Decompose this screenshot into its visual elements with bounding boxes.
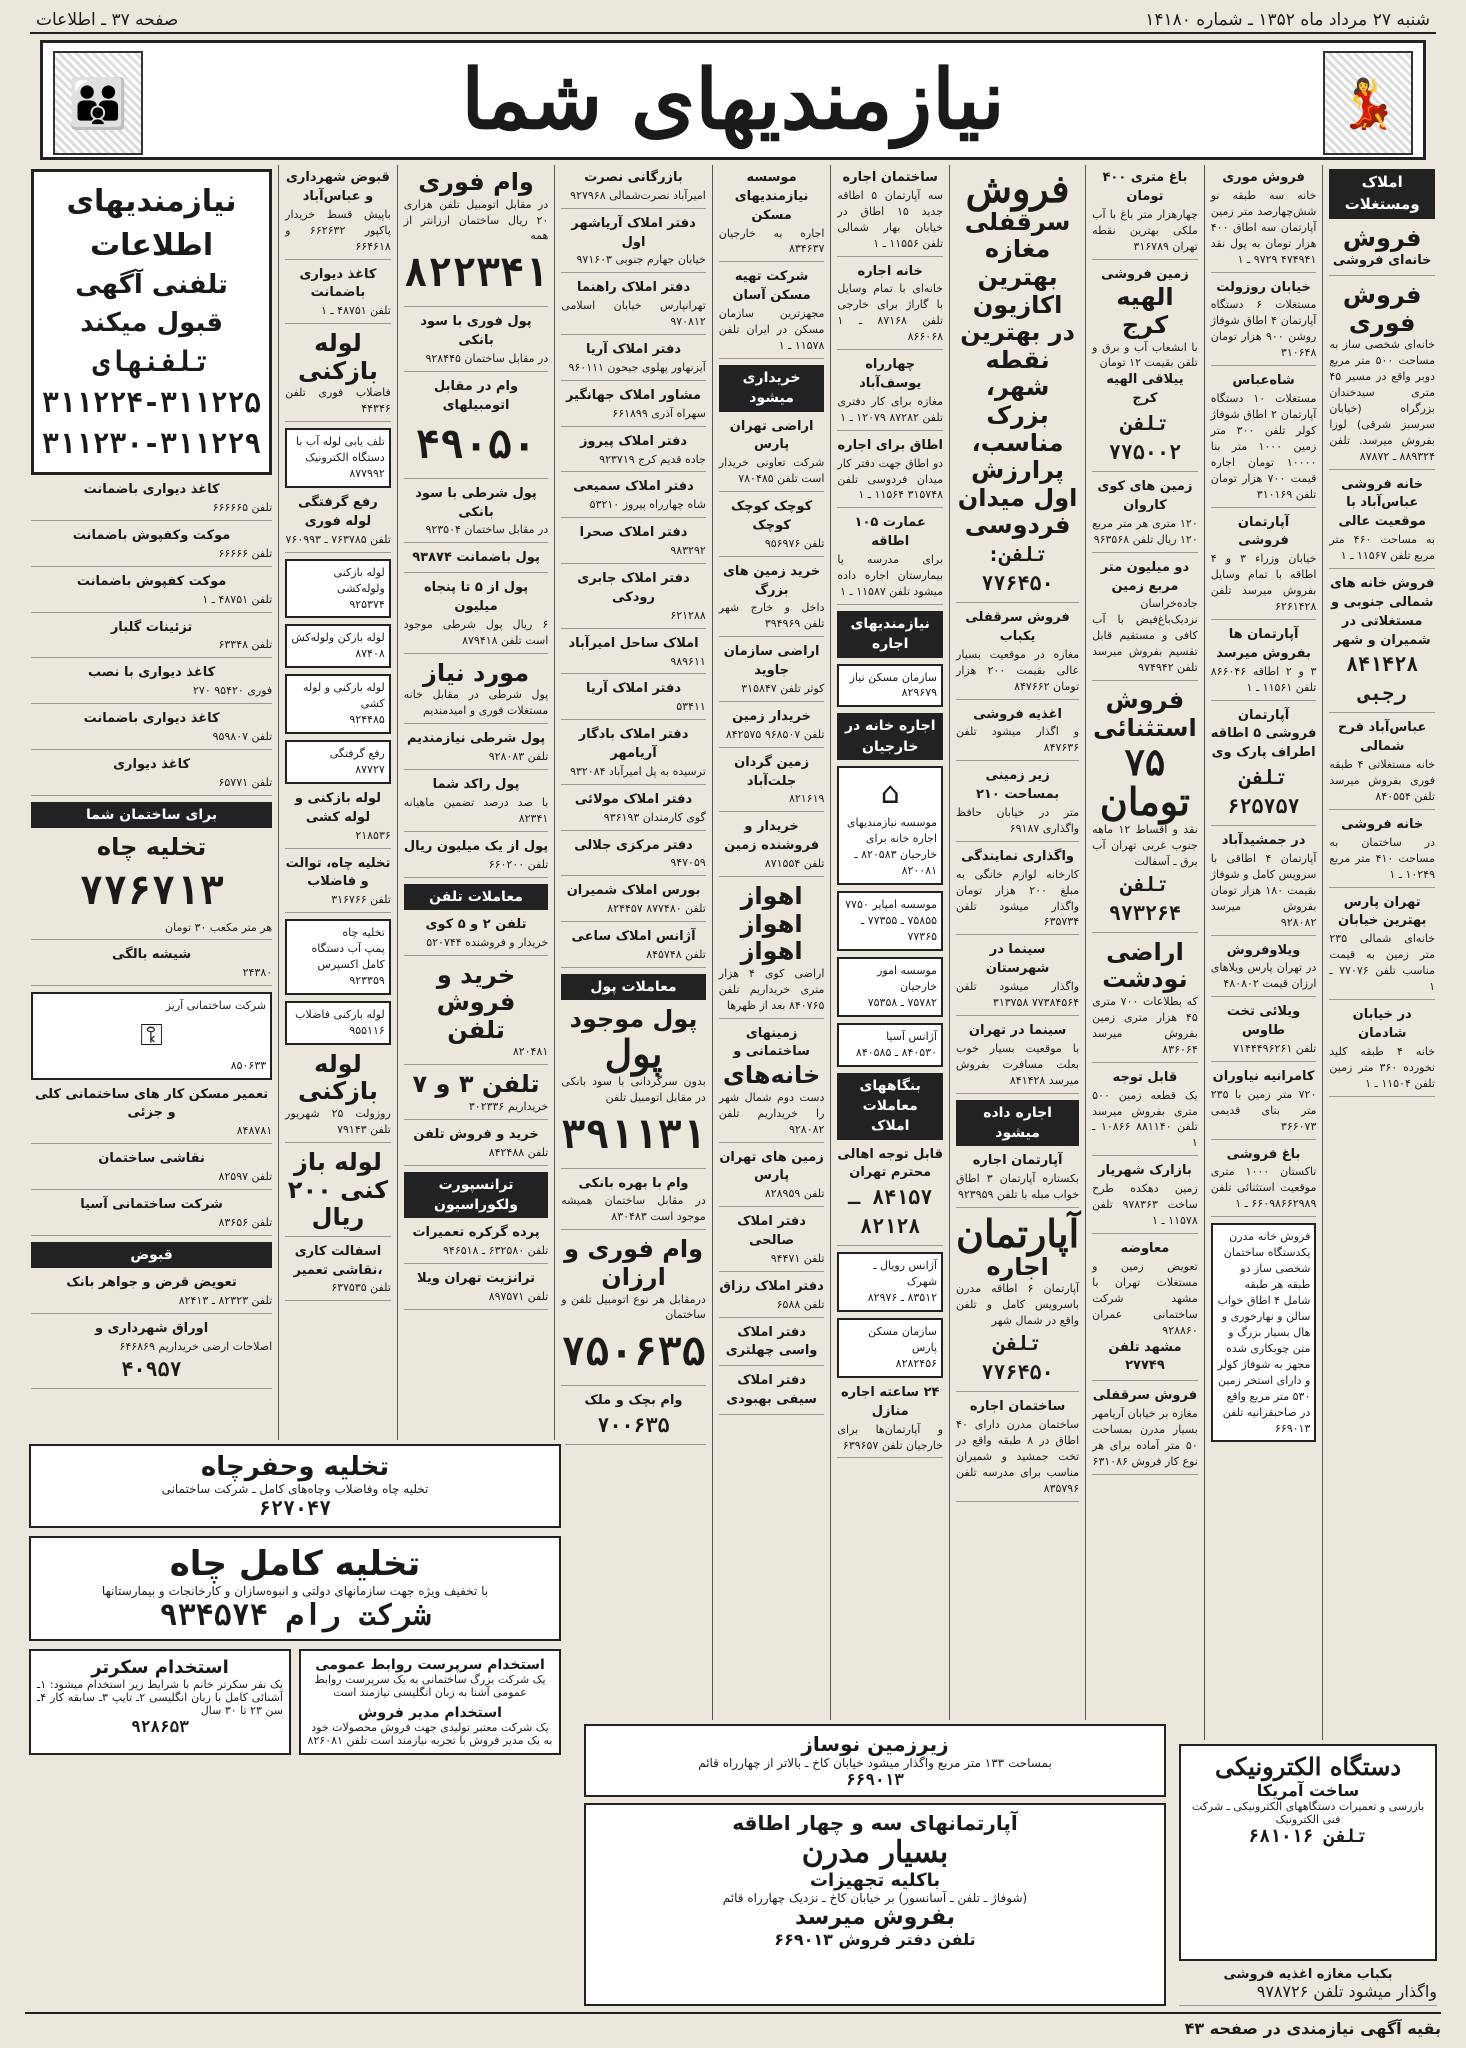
- ad: فروش استثنائی ۷۵ تومان نقد و اقساط ۱۲ ماهه جنوب غربی تهران آب برق ـ آسفالت تلفن ۹۷۳۲۶۴: [1092, 687, 1198, 933]
- ad: کاغذ دیواری باضمانت تلفن ۶۶۶۶۶۵: [31, 481, 272, 521]
- ad: در جمشیدآباد آپارتمان ۴ اطاقی با سرویس کامل و شوفاژ بقیمت ۱۸۰ هزار تومان بفروش میرسد ۹۲۸۰۸۲: [1211, 832, 1317, 936]
- ad-secretary: استخدام سکرتر یک نفر سکرتر خانم با شرایط زیر استخدام میشود: ۱ـ آشنائی کامل با زبان انگلیسی ۲ـ تایپ ۳ـ سابقه کار ۴ـ سن ۲۳ تا ۳۰ سال ۹۲۸۶۵۳: [29, 1649, 291, 1755]
- ad: آژانس املاک ساعی تلفن ۸۴۵۷۴۸: [561, 928, 706, 968]
- woman-illustration-icon: 💃: [1323, 51, 1413, 155]
- bottom-row: [29, 1649, 561, 1755]
- column-1: [1322, 165, 1441, 2008]
- ad: دو میلیون متر مربع زمین جاده‌خراسان نزدیک‌باغ‌فیض با آب کافی و مستقیم قابل تقسیم بفروش میرسد تلفن ۹۷۴۹۴۲: [1092, 559, 1198, 681]
- section-money: معاملات پول: [561, 974, 706, 1000]
- ad: آپارتمان اجاره آپارتمان ۶ اطاقه مدرن باسرویس کامل و تلفن واقع در شمال شهر تلفن ۷۷۶۴۵۰: [956, 1214, 1079, 1392]
- ad: زیر زمینی بمساحت ۲۱۰ متر در خیابان حافظ واگذاری ۶۹۱۸۷: [956, 767, 1079, 842]
- ad: پول راکد شما با صد درصد تضمین ماهیانه ۸۲۳۴۱: [404, 776, 549, 832]
- ad: اسفالت کاری ،نقاشی تعمیر تلفن ۶۳۷۵۳۵: [285, 1243, 391, 1302]
- ad: پول باضمانت ۹۳۸۷۴: [404, 549, 549, 573]
- ad: فروش موری خانه سه طبقه نو شش‌چهارصد متر زمین آپارتمان سه اطاق ۴۰۰ هزار تومان به پول نقد ۴۷۴۹۴۱ ۹۷۲۹ ـ ۱: [1211, 169, 1317, 273]
- ad: وام بچک و ملک ۷۰۰۶۳۵: [561, 1392, 706, 1445]
- ad: وام فوری و ارزان درمقابل هر نوع اتومبیل تلفن و ساختمان ۷۵۰۶۳۵: [561, 1236, 706, 1386]
- ad: بکباب مغازه اغذیه فروشی واگذار میشود تلفن ۹۷۸۷۲۶: [1179, 1967, 1437, 2006]
- ad: ویلائی تخت طاوس تلفن ۷۱۴۴۴۹۶۲۶۱: [1211, 1003, 1317, 1062]
- ad: تخلیه چاه، توالت و فاضلاب تلفن ۳۱۶۷۶۶: [285, 855, 391, 914]
- ad: زمین گردان جلت‌آباد ۸۲۱۶۱۹: [719, 754, 825, 813]
- ad-boxed: شرکت ساختمانی آریز ⚿ ۸۵۰۶۳۳: [31, 992, 272, 1079]
- ad: لوله بازکنی فاضلاب فوری تلفن ۴۴۳۴۶: [285, 330, 391, 422]
- ad: وام فوری در مقابل اتومبیل تلفن هزاری ۲۰ ریال ساختمان ارزانتر از همه ۸۲۲۳۴۱: [404, 169, 549, 307]
- ad-well-emptying: تخلیه کامل چاه با تخفیف ویژه جهت سازمانهای دولتی و انبوه‌سازان و کارخانجات و بیمارستانها شرکت رام ۹۳۴۵۷۴: [29, 1536, 561, 1641]
- ad: املاک ساحل امیرآباد ۹۸۹۶۱۱: [561, 635, 706, 675]
- ad: کاغذ دیواری باضمانت تلفن ۹۵۹۸۰۷: [31, 710, 272, 750]
- family-illustration-icon: 👪: [53, 51, 143, 155]
- ad: دفتر املاک رزاق تلفن ۶۵۸۸: [719, 1278, 825, 1318]
- ad: نقاشی ساختمان تلفن ۸۲۵۹۷: [31, 1150, 272, 1190]
- ad: اطاق برای اجاره دو اطاق جهت دفتر کار میدان فردوسی تلفن ۳۱۵۷۴۸ ۱۱۵۶۴ ـ ۱: [837, 437, 943, 509]
- ad: اغذیه فروشی و اگذار میشود تلفن ۸۴۷۶۳۶: [956, 706, 1079, 762]
- ad: دفتر املاک آریا ۵۳۴۱۱: [561, 680, 706, 720]
- ad: پول فوری با سود بانکی در مقابل ساختمان ۹۲۸۴۴۵: [404, 313, 549, 372]
- ad: دفتر املاک مولائی گوی‌ کارمندان ۹۳۶۱۹۳: [561, 791, 706, 831]
- ad: موکت کفپوش باضمانت تلفن ۴۸۷۵۱ ـ ۱: [31, 573, 272, 613]
- ad: باغ فروشی تاکستان ۱۰۰۰ متری موقعیت استثنائی تلفن ۶۶۰۹۸۶۶۲۹۸۹ ـ ۱: [1211, 1146, 1317, 1218]
- ad: فروش سرقفلی مغازه بهترین اکازیون در بهترین نقطه شهر، بزرک مناسب، پرارزش اول میدان فردوسی تلفن: ۷۷۶۴۵۰: [956, 169, 1079, 603]
- ad: باغ متری ۴۰۰ تومان چهارهزار متر باغ با آب ملکی بهترین نقطه تهران ۳۱۶۷۸۹: [1092, 169, 1198, 260]
- phone-ad-callbox: [31, 169, 272, 475]
- ad: ساختمان اجاره ساختمان مدرن دارای ۴۰ اطاق در ۸ طبقه واقع در تخت جمشید و شمیران مناسب برای مدرسه تلفن ۸۳۵۷۹۶: [956, 1398, 1079, 1502]
- ad-boxed: فروش خانه مدرن یکدستگاه ساختمان شخصی ساز دو طبقه هر طبقه شامل ۴ اطاق خواب سالن و نهارخوری و هال بسیار بزرگ و متن چوبکاری شده مجهز به شوفاژ کولر و دارای استخر زمین ۵۳۰ متر مربع واقع در صاحبقرانیه تلفن ۶۶۹۰۱۳: [1211, 1223, 1317, 1442]
- ad: تخلیه چاه ۷۷۶۷۱۳ هر متر مکعب ۳۰ تومان: [31, 834, 272, 941]
- ad-modern-apartments: آپارتمانهای سه و چهار اطاقه بسیار مدرن باکلیه تجهیزات (شوفاژ ـ تلفن ـ آسانسور) بر خیابان کاخ ـ نزدیک چهارراه قائم بفروش میرسد تلفن دفتر فروش ۶۶۹۰۱۳: [584, 1803, 1166, 2006]
- banner-title: نیازمندیهای شما: [461, 52, 1005, 148]
- ad: آپارتمان ها بفروش میرسد ۳ و ۲ اطاقه ۸۶۶۰۴۶ تلفن ۱۱۵۶۱ ـ ۱: [1211, 626, 1317, 701]
- ad: شاه‌عباس مستغلات ۱۰ دستگاه آپارتمان ۲ اطاق شوفاژ کولر تلفن ۳۰۰ متر زمین ۱۰۰۰ متر بنا ۱۰۰۰۰ تومان اجاره قیمت ۷۰۰ هزار تومان تلفن ۳۱۰۱۶۹: [1211, 372, 1317, 507]
- callbox-phones-2: ۳۱۱۲۳۰-۳۱۱۲۲۹: [41, 426, 262, 460]
- section-phone-trade: معاملات تلفن: [404, 884, 549, 910]
- ad: پول موجود پول بدون سرگردانی با سود بانکی در مقابل اتومبیل تلفن ۳۹۱۱۳۱: [561, 1006, 706, 1168]
- ad: زمین های تهران پارس تلفن ۸۲۸۹۵۹: [719, 1149, 825, 1208]
- ad: تعویض قرض و جواهر بانک تلفن ۸۲۳۲۳ ـ ۸۲۴۱۳: [31, 1274, 272, 1314]
- ad: زمین فروشی الهیه کرج با انشعاب آب و برق و تلفن بقیمت ۱۲ تومان ییلاقی الهیه کرج تلفن ۷۷۵۰۰۲: [1092, 266, 1198, 473]
- ad: خانه فروشی در ساختمان به مساحت ۴۱۰ متر مربع ۱۰۲۴۹ ـ ۱: [1329, 816, 1435, 888]
- ad: سینما در شهرستان واگذار میشود تلفن ۷۷۳۸۴۵۶۴ ۳۱۳۷۵۸: [956, 941, 1079, 1016]
- ad: فروش سرقفلی مغازه بر خیابان آریامهر بسیار مدرن بمساحت ۵۰ متر آماده برای هر نوع کار فروش ۶۳۱۰۸۶: [1092, 1387, 1198, 1475]
- ad: دفتر املاک آریا آیزنهاور پهلوی جیحون ۹۶۰۱۱۱: [561, 341, 706, 381]
- ad: پول شرطی نیازمندیم تلفن ۹۲۸۰۸۳: [404, 730, 549, 770]
- ad: اراضی تهران پارس شرکت تعاونی خریدار است تلفن ۷۸۰۴۸۵: [719, 418, 825, 493]
- continuation-note: بقیه آگهی نیازمندی در صفحه ۴۳: [1184, 2018, 1441, 2038]
- ad: بورس املاک شمیران تلفن ۸۷۷۴۸۰ ۸۲۴۴۵۷: [561, 882, 706, 922]
- ad-boxed: تخلیه چاه پمپ آب دستگاه کامل اکسپرس ۹۲۳۳۵۹: [285, 919, 391, 995]
- ad: فروش فوری خانه‌ای شخصی ساز به مساحت ۵۰۰ متر مربع دوبر واقع در مسیر ۴۵ متری سیدخندان بزرگراه (خیابان سرسبز شرقی) لوزا بفروش میرسد. تلفن ۸۸۹۳۲۴ ـ ۸۷۸۷۲: [1329, 282, 1435, 470]
- ad: اراضی سازمان جاوید کوثر تلفن ۳۱۵۸۴۷: [719, 643, 825, 702]
- ad: وام در مقابل اتومبیلهای ۴۹۰۵۰: [404, 378, 549, 479]
- callbox-title: نیازمندیهای اطلاعات: [66, 184, 237, 263]
- ad-boxed: رفع گرفتگی ۸۷۷۲۷: [285, 740, 391, 784]
- ad: تزئینات گلبار تلفن ۶۳۳۴۸: [31, 619, 272, 659]
- ad: خیابان روزولت مستغلات ۶ دستگاه آپارتمان ۴ اطاق شوفاژ روشن ۹۰۰ هزار تومان ۳۱۰۶۴۸: [1211, 279, 1317, 367]
- ad: شرکت تهیه مسکن آسان مجهزترین سازمان مسکن در ایران تلفن ۱۱۵۷۸ ـ ۱: [719, 268, 825, 359]
- ad: لوله باز کنی ۲۰۰ ریال: [285, 1149, 391, 1237]
- ad: کاغذ دیواری با نصب فوری ۹۵۴۲۰ ۲۷۰: [31, 664, 272, 704]
- ad: ترانزیت تهران ویلا تلفن ۸۹۷۵۷۱: [404, 1270, 549, 1310]
- ad: ۲۴ ساعته اجاره منازل و آپارتمان‌ها برای خارجیان تلفن ۶۳۹۶۵۷: [837, 1384, 943, 1459]
- ad: دفتر املاک سمیعی شاه چهارراه پیروز ۵۳۲۱۰: [561, 478, 706, 518]
- ad: قبوض شهرداری و عباس‌آباد باپیش‌ قسط خریدار پاکپور ۶۶۲۶۳۲ و ۶۶۴۶۱۸: [285, 169, 391, 260]
- ad: دفتر املاک واسی چهلتری: [719, 1324, 825, 1367]
- page-number: صفحه ۳۷ ـ اطلاعات: [36, 10, 179, 30]
- ad: کوچک کوچک کوچک تلفن ۹۵۶۹۷۶: [719, 498, 825, 557]
- ad: مشاور املاک جهانگیر سهراه آذری ۶۶۱۸۹۹: [561, 387, 706, 427]
- ad-boxed: آژانس رویال ـ شهرک ۸۳۵۱۲ ـ ۸۲۹۷۶: [837, 1252, 943, 1312]
- ad: عباس‌آباد فرح شمالی خانه مستغلاتی ۴ طبقه فوری بفروش میرسد تلفن ۸۴۰۵۵۴: [1329, 719, 1435, 810]
- ad: سینما در تهران با موقعیت بسیار خوب بعلت مسافرت بفروش میرسد ۸۴۱۴۲۸: [956, 1022, 1079, 1094]
- section-wanted: خریداری میشود: [719, 365, 825, 412]
- section-bonds: قبوض: [31, 1242, 272, 1268]
- ad: شرکت ساختمانی آسیا تلفن ۸۳۶۵۶: [31, 1196, 272, 1236]
- ad-well-drilling: تخلیه‌ وحفرچاه تخلیه چاه وفاضلاب وچاه‌های کامل ـ شرکت ساختمانی ۶۲۷۰۴۷: [29, 1444, 561, 1528]
- ad: خریدار و فروشنده زمین تلفن ۸۷۱۵۵۴: [719, 818, 825, 877]
- ad: بازارک شهریار زمین دهکده طرح ساخت ۹۷۸۳۶۳ تلفن ۱۱۵۷۸ ـ ۱: [1092, 1162, 1198, 1234]
- ad: در خیابان شادمان خانه ۴ طبقه کلید نخورده ۳۶۰ متر زمین تلفن ۱۱۵۰۴ ـ ۱: [1329, 1006, 1435, 1097]
- ad: قابل توجه اهالی محترم تهران ۸۴۱۵۷ ـ ۸۲۱۲۸: [837, 1146, 943, 1247]
- ad-boxed: لوله بازکن ولوله‌کش ۸۷۴۰۸: [285, 624, 391, 668]
- ad: واگذاری نمایندگی کارخانه لوازم خانگی به مبلغ ۲۰۰ هزار تومان واگذار میشود تلفن ۶۳۵۷۳۴: [956, 848, 1079, 936]
- ad: خرید زمین های بزرگ داخل و خارج شهر تلفن ۳۹۴۹۶۹: [719, 563, 825, 638]
- section-for-your-building: برای ساختمان شما: [31, 802, 272, 828]
- ad: زمین های کوی کاروان ۱۲۰ متری هر متر مربع ۱۲۰ ریال تلفن ۹۶۳۵۶۸: [1092, 478, 1198, 553]
- section-transport: ترانسپورت‌ ولکوراسیون: [404, 1172, 549, 1219]
- ad: خرید و فروش تلفن تلفن ۸۴۲۴۸۸: [404, 1126, 549, 1166]
- ad: اهواز اهواز اهواز اراضی کوی ۴ هزار متری خریداریم تلفن ۸۴۰۷۶۵ بعد از ظهرها: [719, 883, 825, 1019]
- ad-boxed: سازمان مسکن نیاز ۸۲۹۶۷۹: [837, 664, 943, 708]
- issue-date: شنبه ۲۷ مرداد ماه ۱۳۵۲ ـ شماره ۱۴۱۸۰: [1145, 10, 1430, 30]
- ad-boxed: لوله بازکنی و لوله کشی ۹۲۴۴۸۵: [285, 674, 391, 734]
- ad: ساختمان اجاره سه آپارتمان ۵ اطاقه جدید ۱۵ اطاق در خیابان بهار شمالی تلفن ۱۱۵۵۶ ـ ۱: [837, 169, 943, 257]
- ad-pr-manager: استخدام سرپرست روابط عمومی یک شرکت بزرگ ساختمانی به یک سرپرست روابط عمومی آشنا به زبان انگلیسی نیازمند است استخدام مدیر فروش یک شرکت معتبر تولیدی جهت فروش محصولات خود به یک مدیر فروش با تجربه نیازمند است تلفن ۸۲۶۰۸۱: [299, 1649, 561, 1755]
- ad: دفتر املاک صحرا ۹۸۳۲۹۲: [561, 524, 706, 564]
- ad: دفتر املاک راهنما تهرانپارس خیابان اسلامی ۹۷۰۸۱۲: [561, 279, 706, 335]
- ad: آپارتمان فروشی ۵ اطاقه اطراف پارک وی تلفن ۶۲۵۷۵۷: [1211, 707, 1317, 827]
- callbox-subtitle: تلفنی آگهی قبول میکند: [75, 270, 228, 338]
- ad: تهران پارس بهترین خیابان خانه‌ای شمالی ۲۳۵ متر زمین به قیمت مناسب تلفن ۷۷۰۷۶ ـ ۱: [1329, 894, 1435, 1000]
- key-icon: ⚿: [140, 1018, 163, 1054]
- ad: دفتر املاک سیفی بهبودی: [719, 1372, 825, 1415]
- ad: کاغذ دیواری باضمانت تلفن ۴۸۷۵۱ ـ ۱: [285, 266, 391, 325]
- ad-boxed: سازمان مسکن پارس ۸۲۸۲۴۵۶: [837, 1318, 943, 1378]
- ad: وام با بهره بانکی در مقابل ساختمان همیشه موجود است ۸۳۰۴۸۳: [561, 1175, 706, 1231]
- ad: کاغذ دیواری تلفن ۶۵۷۷۱: [31, 756, 272, 796]
- section-foreigner-rentals: اجاره خانه در خارجیان: [837, 713, 943, 760]
- section-rental-needs: نیازمندیهای اجاره: [837, 611, 943, 658]
- section-agencies: بنگاههای معاملات املاک: [837, 1073, 943, 1140]
- ad: موسسه نیازمندیهای مسکن اجاره به خارجیان ۸۳۴۶۳۷: [719, 169, 825, 262]
- classifieds-banner: [40, 40, 1426, 160]
- ad: تلفن ۳ و ۷ خریداریم ۳۰۲۳۳۶: [404, 1071, 549, 1120]
- ad-boxed: ⌂ موسسه نیازمندیهای اجاره خانه برای خارجیان ۸۲۰۵۸۳ ـ ۸۲۰۰۸۱: [837, 766, 943, 885]
- ad: پول از یک میلیون ریال تلفن ۶۶۰۲۰۰: [404, 838, 549, 878]
- ad-boxed: تلف یابی لوله آب با دستگاه الکترونیک ۸۷۷۹۹۲: [285, 428, 391, 488]
- ad: دفتر املاک پیروز جاده قدیم کرج ۹۲۳۷۱۹: [561, 433, 706, 473]
- bottom-left-ads: [25, 1440, 565, 2010]
- ad: شیشه بالگی ۲۴۳۸۰: [31, 946, 272, 986]
- bottom-right-ads: [1175, 1740, 1441, 2010]
- ad: خریدار زمین تلفن ۹۶۸۵۰۷ ۸۴۲۵۷۵: [719, 708, 825, 748]
- ad: دفتر املاک بادگار آریامهر ترسیده به پل امیرآباد ۹۳۲۰۸۴: [561, 726, 706, 785]
- ad: آپارتمان اجاره بکستاره آپارتمان ۳ اطاق خواب مبله با تلفن ۹۲۳۹۵۹: [956, 1152, 1079, 1208]
- ad-boxed: موسسه امپایر ۷۷۵۰ ۷۵۸۵۵ ـ ۷۷۳۵۵ ـ ۷۷۳۶۵: [837, 891, 943, 951]
- ad: دفتر مرکزی جلالی ۹۴۷۰۵۹: [561, 837, 706, 877]
- ad: مورد نیاز پول شرطی در مقابل خانه مستغلات فوری‌ و امیدمندیم: [404, 660, 549, 724]
- ad: آپارتمان فروشی خیابان وزراء ۳ و ۴ اطاقه با تمام وسایل بفروش میرسد تلفن ۶۲۶۱۴۲۸: [1211, 514, 1317, 620]
- page-footer: [25, 2012, 1441, 2040]
- ad: رفع گرفتگی لوله فوری تلفن ۷۶۳۷۸۵ ـ ۷۶۰۹۹۳: [285, 494, 391, 553]
- ad-basement: زیرزمین نوساز بمساحت ۱۳۳ متر مربع واگذار میشود خیابان کاخ ـ بالاتر از چهارراه قائم ۶۶۹۰۱۳: [584, 1724, 1166, 1797]
- ad: چهارراه یوسف‌آباد مغازه برای کار دفتری تلفن ۸۷۲۸۲ ۱۲۰۷۹ ـ ۱: [837, 356, 943, 431]
- ad: پول شرطی با سود بانکی در مقابل ساختمان ۹۲۳۵۰۴: [404, 485, 549, 544]
- ad-boxed: موسسه امور خارجیان ۷۵۷۸۲ ـ ۷۵۳۵۸: [837, 957, 943, 1017]
- ad-boxed: لوله بازکنی فاضلاب ۹۵۵۱۱۶: [285, 1001, 391, 1045]
- ad: پول از ۵ تا پنجاه میلیون ۶ ریال پول شرطی موجود است تلفن ۸۷۹۴۱۸: [404, 579, 549, 654]
- ad: دفتر املاک صالحی تلفن ۹۴۴۷۱: [719, 1213, 825, 1272]
- ad: قابل توجه یک قطعه زمین ۵۰۰ متری بفروش میرسد تلفن ۸۸۱۱۴۰ ۱۰۸۶۶ ـ ۱: [1092, 1069, 1198, 1157]
- ad: کامرانیه نیاوران ۷۲۰ متر زمین با ۲۳۵ متر بنای قدیمی ۳۶۶۰۷۳: [1211, 1068, 1317, 1140]
- ad: اراضی نودشت که بطلاعات ۷۰۰ متری ۴۵ هزار متری زمین بفروش میرسد ۸۳۶۰۶۴: [1092, 939, 1198, 1063]
- bottom-center-ads: [580, 1720, 1170, 2010]
- ad: فروش خانه های شمالی جنوبی و مستغلاتی در شمیران و شهر ۸۴۱۴۲۸ رجبی: [1329, 575, 1435, 713]
- ad: تلفن ۲ و ۵ کوی خریدار و فروشنده ۵۲۰۷۴۴: [404, 916, 549, 956]
- ad: پرده گرکره تعمیرات تلفن ۶۳۲۵۸۰ ـ ۹۴۶۵۱۸: [404, 1224, 549, 1264]
- ad: خانه فروشی عباس‌آباد با موقعیت عالی به مساحت ۴۶۰ متر مربع تلفن ۱۱۵۶۷ ـ ۱: [1329, 476, 1435, 569]
- ad: عمارت ۱۰۵ اطاقه برای مدرسه یا بیمارستان اجاره داده میشود تلفن ۱۱۵۸۷ ـ ۱: [837, 514, 943, 605]
- ad: خرید و فروش تلفن ۸۲۰۴۸۱: [404, 962, 549, 1066]
- callbox-phones-1: تلفنهای ۳۱۱۲۲۵-۳۱۱۲۲۴: [41, 345, 262, 419]
- ad: فروش سرقفلی یکباب مغازه در موقعیت بسیار عالی بقیمت ۲۰۰ هزار تومان ۸۴۷۶۶۲: [956, 609, 1079, 700]
- section-real-estate: املاک ومستغلات: [1329, 169, 1435, 219]
- ad: معاوضه تعویض زمین و مستغلات تهران با مشهد شرکت ساختمانی عمران ۹۲۸۸۶۰ مشهد تلفن ۲۷۷۴۹: [1092, 1240, 1198, 1381]
- ad-boxed: آژانس آسیا ۸۴۰۵۳۰ ـ ۸۴۰۵۸۵: [837, 1023, 943, 1067]
- column-2: [1204, 165, 1323, 2008]
- ad: زمینهای ساختمانی و خانه‌های دست دوم شمال شهر را خریداریم تلفن ۹۲۸۰۸۲: [719, 1025, 825, 1143]
- ad: لوله بازکنی روزولت ۲۵ شهریور تلفن ۷۹۱۴۳: [285, 1051, 391, 1143]
- page-header: [30, 8, 1436, 34]
- ad: خانه اجاره خانه‌ای با تمام وسایل با گاراژ برای خارجی تلفن ۸۷۱۶۸ ـ ۱ ۸۶۶۰۶۸: [837, 263, 943, 351]
- ad-boxed: لوله بازکنی ولوله‌کشی ۹۲۵۳۷۴: [285, 559, 391, 619]
- ad: تعمیر مسکن کار های ساختمانی کلی و جزئی ۸۴۸۷۸۱: [31, 1086, 272, 1145]
- ad-electronic-device: دستگاه الکترونیکی ساخت آمریکا بازرسی و تعمیرات دستگاههای الکترونیکی ـ شرکت فنی الکترونیک تلفن ۶۸۱۰۱۶: [1179, 1744, 1437, 1961]
- ad: موکت وکفپوش باضمانت تلفن ۶۶۶۶۶: [31, 527, 272, 567]
- ad: اوراق شهرداری و اصلاحات ارضی خریداریم ۶۴۶۸۶۹ ۴۰۹۵۷: [31, 1320, 272, 1389]
- section-for-rent: اجاره داده میشود: [956, 1100, 1079, 1147]
- ad: دفتر املاک جابری رودکی ۶۲۱۲۸۸: [561, 570, 706, 629]
- ad: فروش خانه‌ای فروشی: [1329, 225, 1435, 276]
- ad: ویلاوفروش در تهران پارس ویلاهای ارزان قیمت ۴۸۰۸۰۲: [1211, 942, 1317, 998]
- ad: لوله بازکنی و لوله کشی ۲۱۸۵۳۶: [285, 790, 391, 849]
- ad: بازرگانی نصرت امیرآباد نصرت‌شمالی ۹۲۷۹۶۸: [561, 169, 706, 209]
- house-icon: ⌂: [880, 775, 900, 811]
- ad: دفتر املاک آریاشهر اول خیابان جهارم جنوبی ۹۷۱۶۰۳: [561, 215, 706, 274]
